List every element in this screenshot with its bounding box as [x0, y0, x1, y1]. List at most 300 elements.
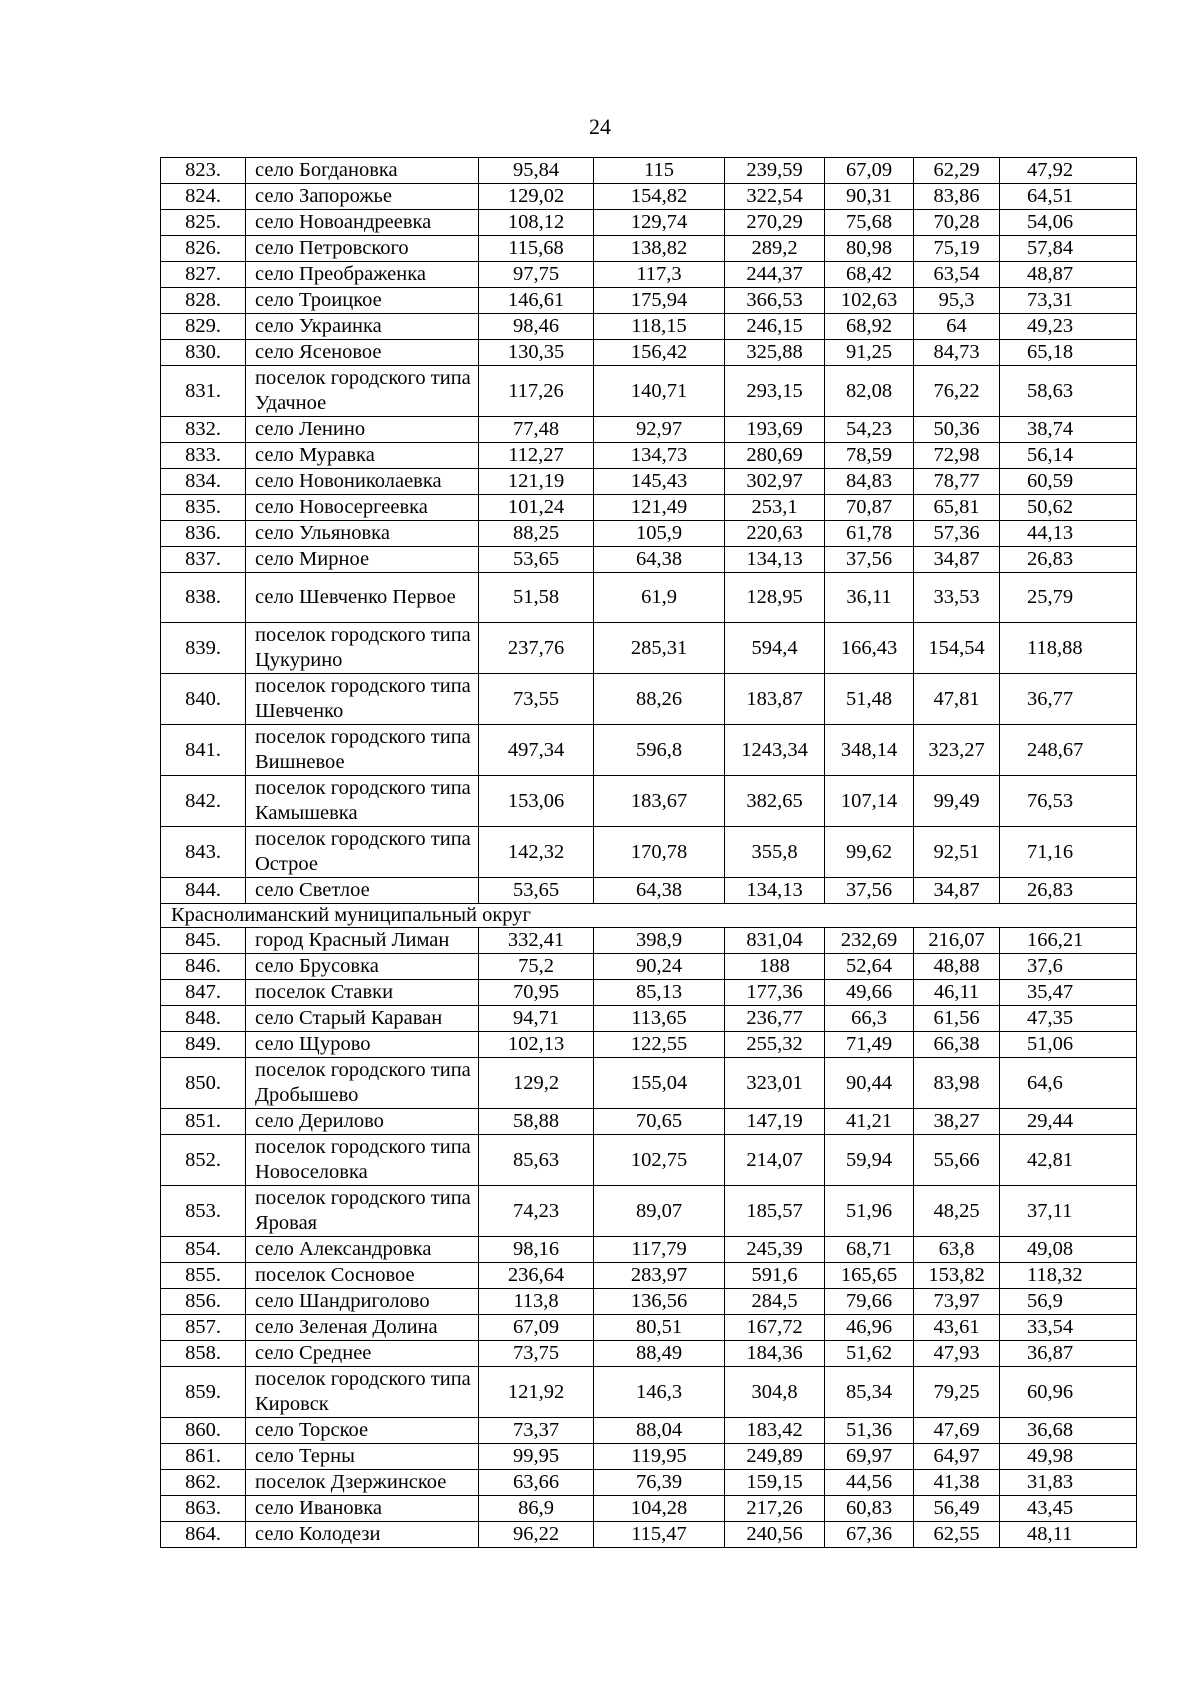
value-cell: 121,92	[479, 1367, 594, 1418]
value-cell: 67,36	[825, 1522, 914, 1548]
value-cell: 96,22	[479, 1522, 594, 1548]
value-cell: 77,48	[479, 417, 594, 443]
value-cell: 64	[914, 314, 1000, 340]
value-cell: 58,88	[479, 1109, 594, 1135]
table-row	[161, 340, 1137, 366]
value-cell: 117,3	[594, 262, 725, 288]
table-row	[161, 928, 1137, 954]
value-cell: 98,16	[479, 1237, 594, 1263]
table-row	[161, 1237, 1137, 1263]
table-row	[161, 1186, 1137, 1237]
table-row	[161, 495, 1137, 521]
settlement-name: село Торское	[246, 1418, 479, 1444]
value-cell: 82,08	[825, 366, 914, 417]
value-cell: 88,26	[594, 674, 725, 725]
row-number: 837.	[161, 547, 246, 573]
value-cell: 293,15	[725, 366, 825, 417]
table-row	[161, 1263, 1137, 1289]
value-cell: 129,2	[479, 1058, 594, 1109]
value-cell: 68,42	[825, 262, 914, 288]
settlement-name: село Дерилово	[246, 1109, 479, 1135]
table-row	[161, 1032, 1137, 1058]
value-cell: 71,49	[825, 1032, 914, 1058]
value-cell: 72,98	[914, 443, 1000, 469]
row-number: 841.	[161, 725, 246, 776]
row-number: 832.	[161, 417, 246, 443]
value-cell: 66,38	[914, 1032, 1000, 1058]
value-cell: 594,4	[725, 623, 825, 674]
value-cell: 280,69	[725, 443, 825, 469]
value-cell: 130,35	[479, 340, 594, 366]
value-cell: 112,27	[479, 443, 594, 469]
value-cell: 170,78	[594, 827, 725, 878]
settlement-name: село Запорожье	[246, 184, 479, 210]
settlement-name: поселок городского типа Цукурино	[246, 623, 479, 674]
value-cell: 596,8	[594, 725, 725, 776]
value-cell: 121,49	[594, 495, 725, 521]
value-cell: 58,63	[1000, 366, 1137, 417]
value-cell: 497,34	[479, 725, 594, 776]
value-cell: 26,83	[1000, 547, 1137, 573]
settlement-name: село Старый Караван	[246, 1006, 479, 1032]
value-cell: 90,31	[825, 184, 914, 210]
value-cell: 68,92	[825, 314, 914, 340]
settlement-name: село Преображенка	[246, 262, 479, 288]
table-row	[161, 443, 1137, 469]
row-number: 857.	[161, 1315, 246, 1341]
row-number: 864.	[161, 1522, 246, 1548]
value-cell: 270,29	[725, 210, 825, 236]
settlement-name: поселок городского типа Камышевка	[246, 776, 479, 827]
value-cell: 37,56	[825, 878, 914, 904]
value-cell: 240,56	[725, 1522, 825, 1548]
row-number: 842.	[161, 776, 246, 827]
value-cell: 36,68	[1000, 1418, 1137, 1444]
value-cell: 138,82	[594, 236, 725, 262]
value-cell: 47,92	[1000, 158, 1137, 184]
value-cell: 50,36	[914, 417, 1000, 443]
value-cell: 302,97	[725, 469, 825, 495]
value-cell: 249,89	[725, 1444, 825, 1470]
settlement-name: село Новониколаевка	[246, 469, 479, 495]
value-cell: 245,39	[725, 1237, 825, 1263]
value-cell: 183,67	[594, 776, 725, 827]
value-cell: 56,9	[1000, 1289, 1137, 1315]
settlement-name: село Терны	[246, 1444, 479, 1470]
value-cell: 140,71	[594, 366, 725, 417]
value-cell: 44,13	[1000, 521, 1137, 547]
value-cell: 239,59	[725, 158, 825, 184]
settlement-name: поселок городского типа Острое	[246, 827, 479, 878]
table-row	[161, 1058, 1137, 1109]
table-row	[161, 725, 1137, 776]
value-cell: 167,72	[725, 1315, 825, 1341]
settlement-name: село Ивановка	[246, 1496, 479, 1522]
value-cell: 185,57	[725, 1186, 825, 1237]
value-cell: 90,24	[594, 954, 725, 980]
table-row	[161, 417, 1137, 443]
value-cell: 56,49	[914, 1496, 1000, 1522]
value-cell: 90,44	[825, 1058, 914, 1109]
value-cell: 175,94	[594, 288, 725, 314]
value-cell: 47,81	[914, 674, 1000, 725]
value-cell: 65,18	[1000, 340, 1137, 366]
value-cell: 48,11	[1000, 1522, 1137, 1548]
value-cell: 61,78	[825, 521, 914, 547]
value-cell: 73,55	[479, 674, 594, 725]
value-cell: 68,71	[825, 1237, 914, 1263]
value-cell: 188	[725, 954, 825, 980]
settlement-name: село Троицкое	[246, 288, 479, 314]
value-cell: 60,83	[825, 1496, 914, 1522]
value-cell: 398,9	[594, 928, 725, 954]
table-row	[161, 1418, 1137, 1444]
table-row	[161, 1109, 1137, 1135]
value-cell: 48,25	[914, 1186, 1000, 1237]
row-number: 831.	[161, 366, 246, 417]
settlement-name: село Среднее	[246, 1341, 479, 1367]
value-cell: 70,87	[825, 495, 914, 521]
value-cell: 46,96	[825, 1315, 914, 1341]
value-cell: 26,83	[1000, 878, 1137, 904]
value-cell: 34,87	[914, 878, 1000, 904]
value-cell: 44,56	[825, 1470, 914, 1496]
value-cell: 59,94	[825, 1135, 914, 1186]
value-cell: 166,21	[1000, 928, 1137, 954]
value-cell: 83,98	[914, 1058, 1000, 1109]
value-cell: 51,48	[825, 674, 914, 725]
value-cell: 41,21	[825, 1109, 914, 1135]
table-row	[161, 158, 1137, 184]
settlement-name: поселок городского типа Кировск	[246, 1367, 479, 1418]
settlement-name: село Александровка	[246, 1237, 479, 1263]
value-cell: 117,26	[479, 366, 594, 417]
table-row	[161, 980, 1137, 1006]
table-row	[161, 776, 1137, 827]
value-cell: 232,69	[825, 928, 914, 954]
value-cell: 85,13	[594, 980, 725, 1006]
value-cell: 42,81	[1000, 1135, 1137, 1186]
value-cell: 53,65	[479, 547, 594, 573]
value-cell: 36,87	[1000, 1341, 1137, 1367]
value-cell: 155,04	[594, 1058, 725, 1109]
table-row	[161, 1341, 1137, 1367]
value-cell: 104,28	[594, 1496, 725, 1522]
settlement-name: поселок Сосновое	[246, 1263, 479, 1289]
settlement-name: село Ясеновое	[246, 340, 479, 366]
value-cell: 85,63	[479, 1135, 594, 1186]
value-cell: 52,64	[825, 954, 914, 980]
value-cell: 76,39	[594, 1470, 725, 1496]
table-row	[161, 1135, 1137, 1186]
settlement-name: село Муравка	[246, 443, 479, 469]
value-cell: 29,44	[1000, 1109, 1137, 1135]
settlement-name: поселок городского типа Яровая	[246, 1186, 479, 1237]
value-cell: 49,66	[825, 980, 914, 1006]
value-cell: 48,87	[1000, 262, 1137, 288]
value-cell: 37,6	[1000, 954, 1137, 980]
settlement-name: город Красный Лиман	[246, 928, 479, 954]
value-cell: 75,2	[479, 954, 594, 980]
value-cell: 70,28	[914, 210, 1000, 236]
value-cell: 36,77	[1000, 674, 1137, 725]
value-cell: 67,09	[479, 1315, 594, 1341]
row-number: 846.	[161, 954, 246, 980]
value-cell: 117,79	[594, 1237, 725, 1263]
value-cell: 54,23	[825, 417, 914, 443]
value-cell: 88,04	[594, 1418, 725, 1444]
row-number: 848.	[161, 1006, 246, 1032]
value-cell: 366,53	[725, 288, 825, 314]
value-cell: 48,88	[914, 954, 1000, 980]
table-row	[161, 1006, 1137, 1032]
settlement-name: поселок городского типа Новоселовка	[246, 1135, 479, 1186]
value-cell: 64,51	[1000, 184, 1137, 210]
value-cell: 248,67	[1000, 725, 1137, 776]
value-cell: 113,65	[594, 1006, 725, 1032]
value-cell: 70,65	[594, 1109, 725, 1135]
value-cell: 63,8	[914, 1237, 1000, 1263]
value-cell: 80,51	[594, 1315, 725, 1341]
value-cell: 37,11	[1000, 1186, 1137, 1237]
value-cell: 102,75	[594, 1135, 725, 1186]
value-cell: 99,49	[914, 776, 1000, 827]
value-cell: 220,63	[725, 521, 825, 547]
value-cell: 255,32	[725, 1032, 825, 1058]
value-cell: 183,87	[725, 674, 825, 725]
row-number: 843.	[161, 827, 246, 878]
row-number: 829.	[161, 314, 246, 340]
value-cell: 55,66	[914, 1135, 1000, 1186]
row-number: 824.	[161, 184, 246, 210]
value-cell: 115,68	[479, 236, 594, 262]
value-cell: 118,15	[594, 314, 725, 340]
value-cell: 236,77	[725, 1006, 825, 1032]
row-number: 823.	[161, 158, 246, 184]
table-row	[161, 573, 1137, 623]
row-number: 855.	[161, 1263, 246, 1289]
value-cell: 51,96	[825, 1186, 914, 1237]
value-cell: 79,66	[825, 1289, 914, 1315]
settlement-name: село Светлое	[246, 878, 479, 904]
row-number: 828.	[161, 288, 246, 314]
value-cell: 38,74	[1000, 417, 1137, 443]
settlement-name: село Зеленая Долина	[246, 1315, 479, 1341]
settlement-name: село Колодези	[246, 1522, 479, 1548]
row-number: 863.	[161, 1496, 246, 1522]
value-cell: 153,06	[479, 776, 594, 827]
row-number: 850.	[161, 1058, 246, 1109]
value-cell: 62,29	[914, 158, 1000, 184]
value-cell: 166,43	[825, 623, 914, 674]
settlement-name: село Шевченко Первое	[246, 573, 479, 623]
value-cell: 75,19	[914, 236, 1000, 262]
row-number: 838.	[161, 573, 246, 623]
value-cell: 284,5	[725, 1289, 825, 1315]
value-cell: 65,81	[914, 495, 1000, 521]
value-cell: 102,63	[825, 288, 914, 314]
table-row	[161, 262, 1137, 288]
value-cell: 244,37	[725, 262, 825, 288]
value-cell: 92,51	[914, 827, 1000, 878]
value-cell: 283,97	[594, 1263, 725, 1289]
value-cell: 80,98	[825, 236, 914, 262]
settlement-name: село Петровского	[246, 236, 479, 262]
value-cell: 64,38	[594, 547, 725, 573]
row-number: 844.	[161, 878, 246, 904]
row-number: 835.	[161, 495, 246, 521]
value-cell: 33,53	[914, 573, 1000, 623]
row-number: 839.	[161, 623, 246, 674]
value-cell: 216,07	[914, 928, 1000, 954]
table-row	[161, 366, 1137, 417]
value-cell: 79,25	[914, 1367, 1000, 1418]
value-cell: 121,19	[479, 469, 594, 495]
row-number: 836.	[161, 521, 246, 547]
row-number: 852.	[161, 1135, 246, 1186]
settlement-name: поселок городского типа Удачное	[246, 366, 479, 417]
table-row	[161, 314, 1137, 340]
value-cell: 217,26	[725, 1496, 825, 1522]
value-cell: 47,93	[914, 1341, 1000, 1367]
settlement-name: село Новосергеевка	[246, 495, 479, 521]
value-cell: 285,31	[594, 623, 725, 674]
value-cell: 73,97	[914, 1289, 1000, 1315]
value-cell: 105,9	[594, 521, 725, 547]
table-row	[161, 1367, 1137, 1418]
row-number: 825.	[161, 210, 246, 236]
table-row	[161, 674, 1137, 725]
value-cell: 146,61	[479, 288, 594, 314]
page-number: 24	[589, 114, 611, 139]
value-cell: 142,32	[479, 827, 594, 878]
value-cell: 253,1	[725, 495, 825, 521]
value-cell: 382,65	[725, 776, 825, 827]
table-row	[161, 469, 1137, 495]
value-cell: 113,8	[479, 1289, 594, 1315]
value-cell: 95,3	[914, 288, 1000, 314]
value-cell: 134,13	[725, 878, 825, 904]
value-cell: 86,9	[479, 1496, 594, 1522]
value-cell: 51,58	[479, 573, 594, 623]
value-cell: 75,68	[825, 210, 914, 236]
value-cell: 92,97	[594, 417, 725, 443]
table-row	[161, 1315, 1137, 1341]
value-cell: 61,56	[914, 1006, 1000, 1032]
value-cell: 83,86	[914, 184, 1000, 210]
settlement-name: поселок городского типа Шевченко	[246, 674, 479, 725]
value-cell: 43,45	[1000, 1496, 1137, 1522]
value-cell: 64,6	[1000, 1058, 1137, 1109]
row-number: 830.	[161, 340, 246, 366]
row-number: 853.	[161, 1186, 246, 1237]
value-cell: 73,75	[479, 1341, 594, 1367]
settlement-name: поселок Дзержинское	[246, 1470, 479, 1496]
value-cell: 129,02	[479, 184, 594, 210]
settlement-name: село Брусовка	[246, 954, 479, 980]
settlement-name: село Новоандреевка	[246, 210, 479, 236]
table-row	[161, 521, 1137, 547]
settlement-name: поселок городского типа Дробышево	[246, 1058, 479, 1109]
tariff-table	[160, 157, 1137, 1548]
value-cell: 323,27	[914, 725, 1000, 776]
value-cell: 128,95	[725, 573, 825, 623]
row-number: 856.	[161, 1289, 246, 1315]
value-cell: 831,04	[725, 928, 825, 954]
value-cell: 69,97	[825, 1444, 914, 1470]
value-cell: 49,98	[1000, 1444, 1137, 1470]
value-cell: 184,36	[725, 1341, 825, 1367]
value-cell: 101,24	[479, 495, 594, 521]
table-row	[161, 547, 1137, 573]
value-cell: 73,37	[479, 1418, 594, 1444]
value-cell: 84,73	[914, 340, 1000, 366]
value-cell: 332,41	[479, 928, 594, 954]
row-number: 858.	[161, 1341, 246, 1367]
value-cell: 46,11	[914, 980, 1000, 1006]
value-cell: 70,95	[479, 980, 594, 1006]
value-cell: 591,6	[725, 1263, 825, 1289]
value-cell: 64,97	[914, 1444, 1000, 1470]
table-row	[161, 1289, 1137, 1315]
settlement-name: село Шандриголово	[246, 1289, 479, 1315]
value-cell: 193,69	[725, 417, 825, 443]
row-number: 859.	[161, 1367, 246, 1418]
value-cell: 165,65	[825, 1263, 914, 1289]
value-cell: 47,69	[914, 1418, 1000, 1444]
value-cell: 74,23	[479, 1186, 594, 1237]
row-number: 834.	[161, 469, 246, 495]
value-cell: 325,88	[725, 340, 825, 366]
value-cell: 88,25	[479, 521, 594, 547]
value-cell: 136,56	[594, 1289, 725, 1315]
value-cell: 348,14	[825, 725, 914, 776]
value-cell: 33,54	[1000, 1315, 1137, 1341]
value-cell: 63,66	[479, 1470, 594, 1496]
value-cell: 118,88	[1000, 623, 1137, 674]
table-row	[161, 827, 1137, 878]
value-cell: 60,96	[1000, 1367, 1137, 1418]
value-cell: 122,55	[594, 1032, 725, 1058]
value-cell: 154,54	[914, 623, 1000, 674]
value-cell: 36,11	[825, 573, 914, 623]
value-cell: 78,77	[914, 469, 1000, 495]
value-cell: 64,38	[594, 878, 725, 904]
row-number: 840.	[161, 674, 246, 725]
value-cell: 49,23	[1000, 314, 1137, 340]
value-cell: 38,27	[914, 1109, 1000, 1135]
row-number: 851.	[161, 1109, 246, 1135]
value-cell: 237,76	[479, 623, 594, 674]
table-row	[161, 210, 1137, 236]
value-cell: 88,49	[594, 1341, 725, 1367]
value-cell: 31,83	[1000, 1470, 1137, 1496]
value-cell: 51,62	[825, 1341, 914, 1367]
section-title: Краснолиманский муниципальный округ	[161, 904, 1137, 928]
value-cell: 84,83	[825, 469, 914, 495]
value-cell: 85,34	[825, 1367, 914, 1418]
value-cell: 76,22	[914, 366, 1000, 417]
settlement-name: село Богдановка	[246, 158, 479, 184]
value-cell: 89,07	[594, 1186, 725, 1237]
value-cell: 49,08	[1000, 1237, 1137, 1263]
row-number: 826.	[161, 236, 246, 262]
value-cell: 99,95	[479, 1444, 594, 1470]
value-cell: 57,84	[1000, 236, 1137, 262]
settlement-name: поселок городского типа Вишневое	[246, 725, 479, 776]
value-cell: 156,42	[594, 340, 725, 366]
settlement-name: село Украинка	[246, 314, 479, 340]
